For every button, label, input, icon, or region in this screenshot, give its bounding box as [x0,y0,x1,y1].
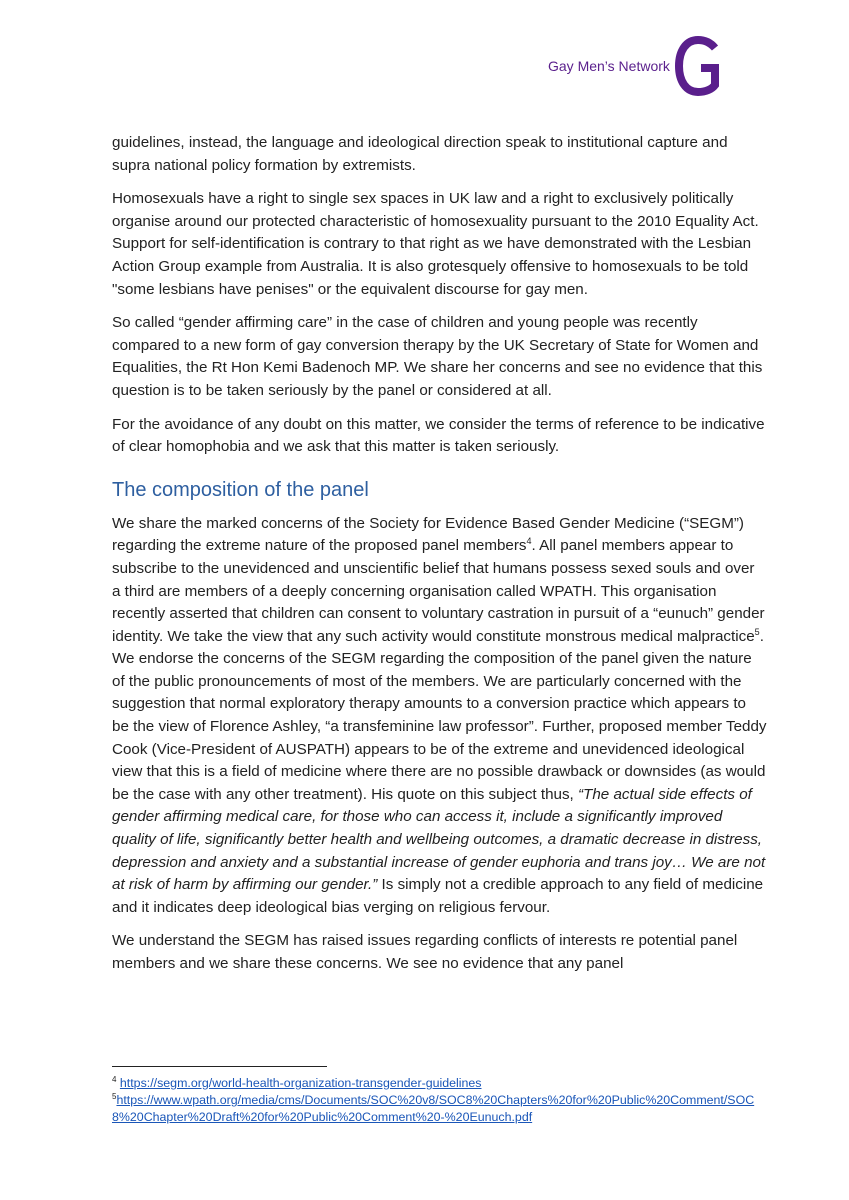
footnote-number: 4 [112,1074,117,1084]
paragraph: guidelines, instead, the language and ideological direction speak to institutional capture and supra national policy formation by extremists. [112,134,728,174]
footnote-link[interactable]: https://www.wpath.org/media/cms/Documents/SOC%20v8/SOC8%20Chapters%20for%20Public%20Comment/SOC8%20Chapter%20Draft%20for%20Public%20Comment%20-%20Eunuch.pdf [112,1093,755,1124]
quote-italic: “The actual side effects of gender affirming medical care, for those who can access it, include a significantly improved quality of life, significantly better health and wellbeing outcomes, a dramatic decrease in distress, depression and anxiety and a substantial increase of gender euphoria and trans joy… We are not at risk of harm by affirming our gender.” [112,785,766,894]
footnote-5 [112,1092,767,1126]
footnote-link[interactable]: https://segm.org/world-health-organization-transgender-guidelines [119,1076,482,1090]
text-span: We share the marked concerns of the Society for Evidence Based Gender Medicine (“SEGM”) regarding the extreme nature of the proposed panel members [112,514,744,555]
paragraph-panel-composition [112,513,767,920]
text-span: . We endorse the concerns of the SEGM regarding the composition of the panel given the nature of the public pronouncements of most of the members. We are particularly concerned with the suggestion that normal exploratory therapy amounts to a conversion practice which appears to be the view of Florence Ashley, “a transfeminine law professor”. Further, proposed member Teddy Cook (Vice-President of AUSPATH) appears to be of the extreme and unevidenced ideological view that this is a field of medicine where there are no possible drawback or downsides (as would be the case with any other treatment). His quote on this subject thus, [112,627,767,803]
text-span: . All panel members appear to subscribe to the unevidenced and unscientific belief that humans possess sexed souls and over a third are members of a deeply concerning organisation called WPATH. This organisation recently asserted that children can consent to voluntary castration in pursuit of a “eunuch” gender identity. We take the view that any such activity would constitute monstrous medical malpractice [112,537,765,645]
text-span: Is simply not a credible approach to any field of medicine and it indicates deep ideological bias verging on religious fervour. [112,876,764,916]
document-body [112,132,767,987]
footnote-ref-4[interactable]: 4 [526,536,532,547]
g-logo-icon [674,36,724,96]
paragraph: So called “gender affirming care” in the case of children and young people was recently compared to a new form of gay conversion therapy by the UK Secretary of State for Women and Equalities, the Rt Hon Kemi Badenoch MP. We share her concerns and see no evidence that this question is to be taken seriously by the panel or considered at all. [112,314,763,399]
footnotes [112,1075,767,1126]
footnote-4 [112,1075,767,1092]
paragraph: We understand the SEGM has raised issues regarding conflicts of interests re potential panel members and we share these concerns. We see no evidence that any panel [112,932,738,972]
org-name: Gay Men’s Network [548,58,670,74]
section-heading: The composition of the panel [112,478,369,501]
footnote-number: 5 [112,1091,117,1101]
footnote-ref-5[interactable]: 5 [754,626,760,637]
paragraph: Homosexuals have a right to single sex spaces in UK law and a right to exclusively politically organise around our protected characteristic of homosexuality pursuant to the 2010 Equality Act. Support for self-identification is contrary to that right as we have demonstrated with the Lesbian Action Group example from Australia. It is also grotesquely offensive to homosexuals to be told "some lesbians have penises" or the equivalent discourse for gay men. [112,190,759,298]
paragraph: For the avoidance of any doubt on this matter, we consider the terms of reference to be indicative of clear homophobia and we ask that this matter is taken seriously. [112,415,765,456]
org-logo [548,36,724,96]
footnote-divider [112,1066,327,1067]
